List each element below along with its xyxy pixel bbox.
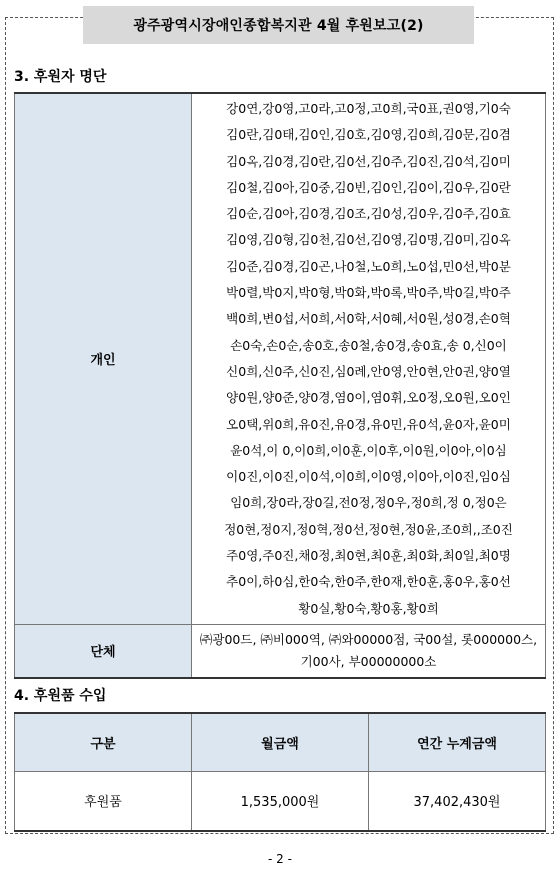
page-number: - 2 - [268, 852, 292, 866]
header-monthly-amount: 월금액 [192, 713, 369, 771]
individual-name-line: 추0이,하0심,한0숙,한0주,한0재,한0훈,홍0우,홍0선 [226, 574, 511, 590]
report-title: 광주광역시장애인종합복지관 4월 후원보고(2) [83, 6, 474, 44]
header-category: 구분 [15, 713, 192, 771]
individual-name-line: 백0희,변0섭,서0희,서0학,서0혜,서0원,성0경,손0혁 [226, 311, 511, 327]
individual-name-line: 오0택,위0희,유0진,유0경,유0민,유0석,윤0자,윤0미 [226, 416, 511, 432]
individual-name-line: 김0란,김0태,김0인,김0호,김0영,김0희,김0문,김0겸 [226, 127, 511, 143]
individual-name-line: 김0옥,김0경,김0란,김0선,김0주,김0진,김0석,김0미 [226, 153, 511, 169]
individual-name-line: 손0숙,손0순,송0호,송0철,송0경,송0효,송 0,신0이 [230, 337, 507, 353]
individual-name-line: 강0연,강0영,고0라,고0정,고0희,국0표,권0영,기0숙 [226, 101, 511, 116]
individual-name-line: 황0실,황0숙,황0홍,황0희 [298, 600, 439, 616]
individual-name-line: 신0희,신0주,신0진,심0례,안0영,안0현,안0권,양0열 [226, 363, 511, 379]
header-annual-total: 연간 누계금액 [369, 713, 546, 771]
donation-income-table [14, 712, 546, 832]
cell-category: 후원품 [15, 771, 192, 831]
individual-name-line: 윤0석,이 0,이0희,이0훈,이0후,이0원,이0아,이0심 [230, 442, 507, 458]
individual-name-line: 박0렬,박0지,박0형,박0화,박0록,박0주,박0길,박0주 [226, 285, 511, 301]
section-donation-income-heading: 4. 후원품 수입 [14, 688, 107, 704]
individual-names [192, 93, 546, 624]
cell-annual-total: 37,402,430원 [369, 771, 546, 831]
individual-name-line: 김0준,김0경,김0곤,나0철,노0희,노0섭,민0선,박0분 [226, 258, 511, 274]
table-row [15, 771, 546, 831]
cell-monthly-amount: 1,535,000원 [192, 771, 369, 831]
individual-name-line: 임0희,장0라,장0길,전0정,정0우,정0희,정 0,정0은 [230, 495, 507, 511]
individual-row [15, 93, 546, 624]
group-names [192, 624, 546, 678]
individual-label: 개인 [15, 93, 192, 624]
individual-name-line: 김0영,김0형,김0천,김0선,김0영,김0명,김0미,김0옥 [226, 232, 511, 248]
group-row [15, 624, 546, 678]
header-row [15, 713, 546, 771]
individual-name-line: 정0현,정0지,정0혁,정0선,정0현,정0윤,조0희,,조0진 [224, 521, 513, 537]
individual-name-line: 주0영,주0진,채0정,최0현,최0훈,최0화,최0일,최0명 [226, 548, 511, 564]
individual-name-line: 이0진,이0진,이0석,이0희,이0영,이0아,이0진,임0심 [226, 469, 511, 485]
donor-list-table [14, 92, 546, 679]
individual-name-line: 양0원,양0준,양0경,염0이,염0휘,오0정,오0원,오0인 [226, 390, 511, 406]
group-label: 단체 [15, 624, 192, 678]
group-name-line: ㈜광00드, ㈜비000역, ㈜와00000점, 국00설, 롯000000스, [199, 631, 538, 647]
individual-name-line: 김0순,김0아,김0경,김0조,김0성,김0우,김0주,김0효 [226, 206, 511, 222]
section-donor-list-heading: 3. 후원자 명단 [14, 69, 107, 85]
individual-name-line: 김0철,김0아,김0중,김0빈,김0인,김0이,김0우,김0란 [226, 179, 511, 195]
group-name-line: 기00사, 부00000000소 [300, 653, 437, 669]
